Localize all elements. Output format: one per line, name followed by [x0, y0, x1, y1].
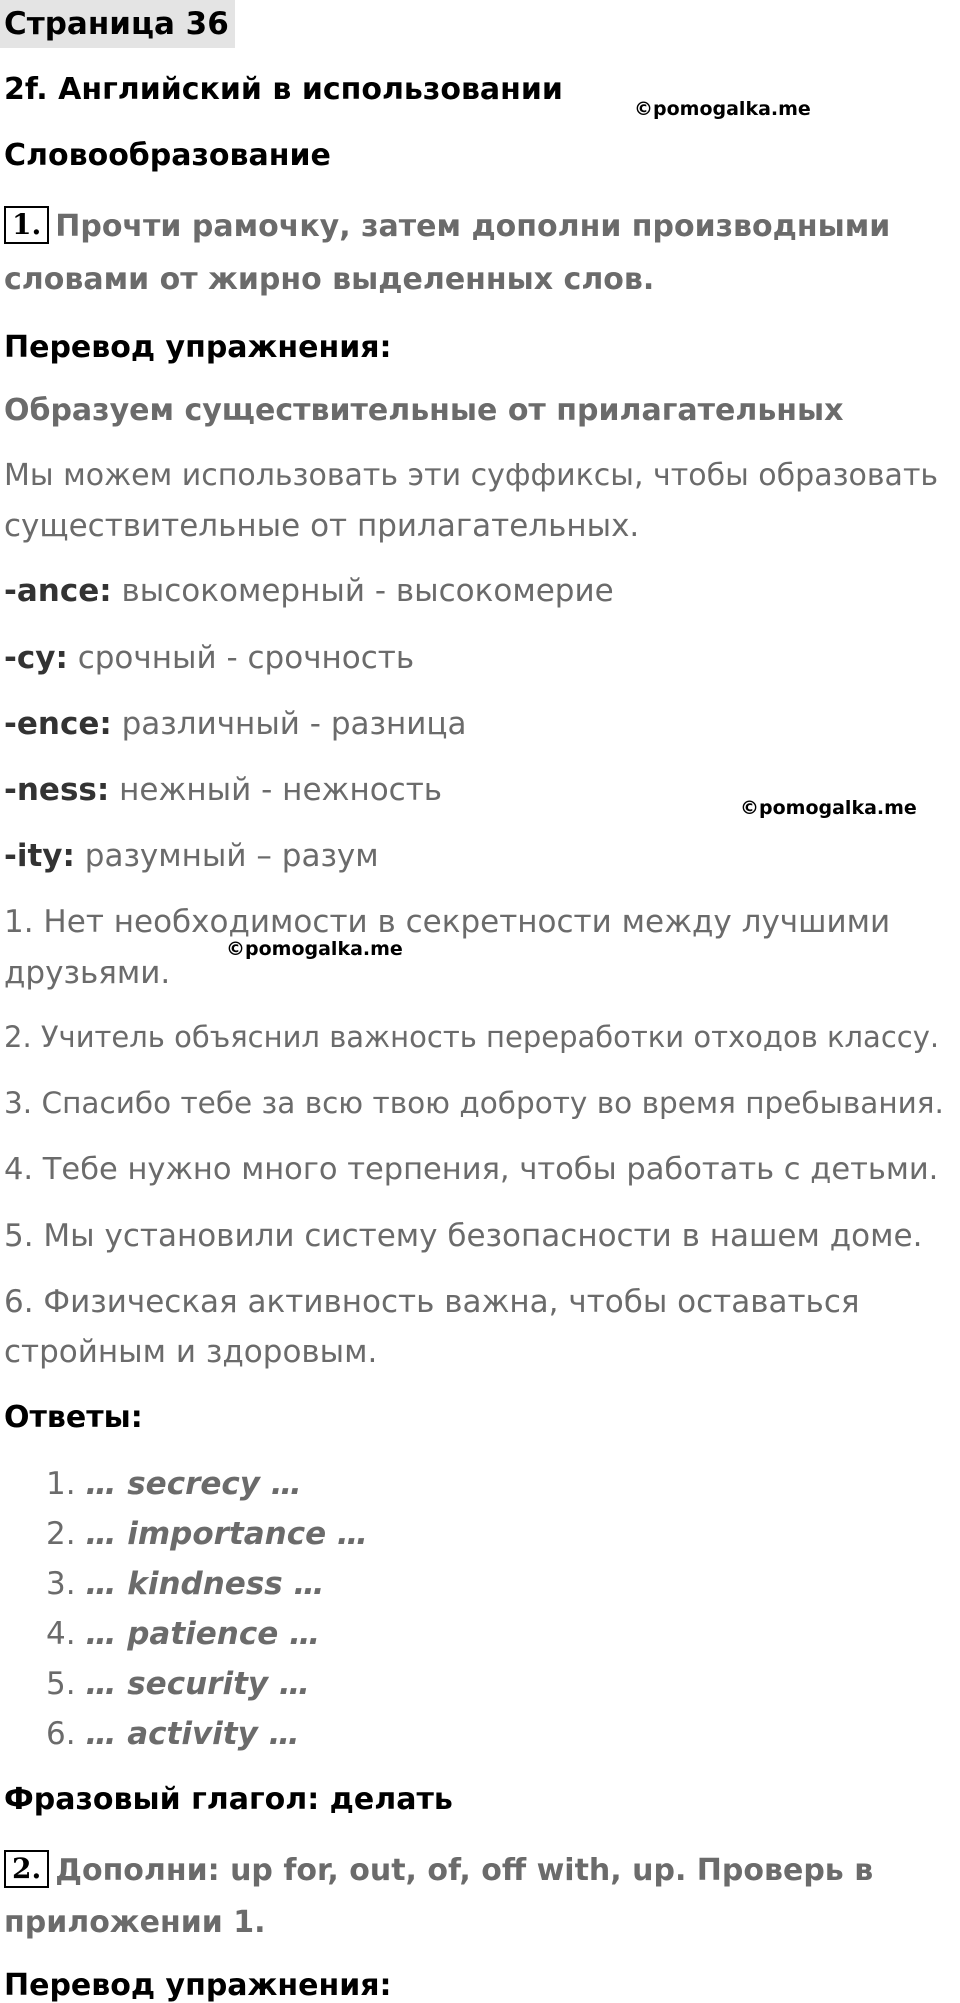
- answer-item: 6. … activity …: [46, 1716, 300, 1752]
- sentence: друзьями.: [4, 955, 171, 991]
- exercise-2-instruction: 2. Дополни: up for, out, of, off with, up. Проверь в: [4, 1850, 873, 1888]
- sentence: 5. Мы установили систему безопасности в нашем доме.: [4, 1218, 923, 1254]
- translation-heading: Перевод упражнения:: [4, 330, 392, 365]
- sentence: 2. Учитель объяснил важность переработки отходов классу.: [4, 1020, 940, 1054]
- exercise-2-instruction-line2: приложении 1.: [4, 1905, 266, 1940]
- suffix-ness: -ness: нежный - нежность: [4, 772, 443, 808]
- page-title: Страница 36: [0, 0, 235, 48]
- suffix-ance: -ance: высокомерный - высокомерие: [4, 573, 614, 609]
- sentence: 6. Физическая активность важна, чтобы оставаться: [4, 1284, 860, 1320]
- answer-item: 1. … secrecy …: [46, 1466, 302, 1502]
- exercise-1-instruction: 1. Прочти рамочку, затем дополни производными: [4, 206, 890, 244]
- answer-item: 4. … patience …: [46, 1616, 321, 1652]
- watermark: ©pomogalka.me: [740, 797, 917, 819]
- watermark: ©pomogalka.me: [226, 938, 403, 960]
- answers-heading: Ответы:: [4, 1400, 143, 1435]
- box-title: Образуем существительные от прилагательных: [4, 393, 844, 428]
- sentence: 1. Нет необходимости в секретности между лучшими: [4, 904, 891, 940]
- sentence: 3. Спасибо тебе за всю твою доброту во время пребывания.: [4, 1086, 944, 1120]
- phrasal-verb-heading: Фразовый глагол: делать: [4, 1782, 453, 1817]
- sentence: 4. Тебе нужно много терпения, чтобы работать с детьми.: [4, 1152, 939, 1187]
- section-title: 2f. Английский в использовании: [4, 72, 563, 107]
- exercise-1-instruction-line2: словами от жирно выделенных слов.: [4, 262, 655, 297]
- watermark: ©pomogalka.me: [634, 98, 811, 120]
- box-text-line2: существительные от прилагательных.: [4, 508, 640, 544]
- sentence: стройным и здоровым.: [4, 1334, 378, 1370]
- exercise-1-number: 1.: [4, 206, 49, 244]
- translation-heading-2: Перевод упражнения:: [4, 1968, 392, 2003]
- exercise-2-number: 2.: [4, 1850, 49, 1888]
- suffix-cy: -cy: срочный - срочность: [4, 640, 415, 676]
- box-text: Мы можем использовать эти суффиксы, чтобы образовать: [4, 458, 939, 493]
- suffix-ity: -ity: разумный – разум: [4, 838, 379, 874]
- answer-item: 5. … security …: [46, 1666, 310, 1702]
- answer-item: 3. … kindness …: [46, 1566, 325, 1602]
- subsection-title: Словообразование: [4, 138, 331, 173]
- answer-item: 2. … importance …: [46, 1516, 368, 1552]
- suffix-ence: -ence: различный - разница: [4, 706, 467, 742]
